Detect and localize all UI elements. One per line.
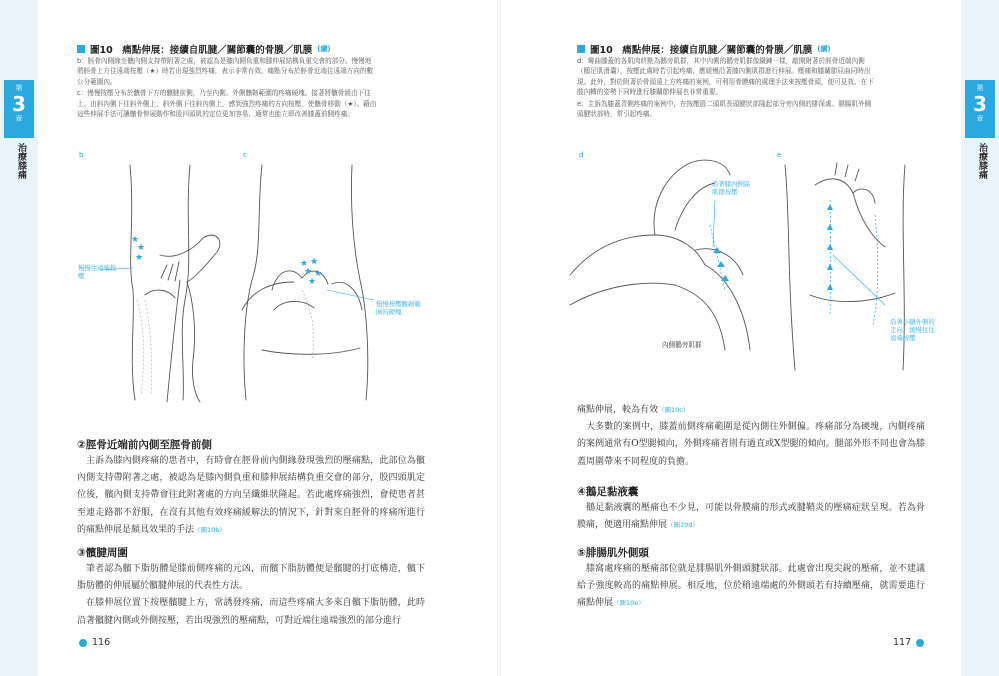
caption-d: d：彎曲膝蓋的各肌肉終點為鵝旁肌群，其中內側的鵝旁肌群像鐵鍊一樣，敲開附著於脛骨近端內側（鵝足肌滑囊），按壓此處時若引起疼痛，應緩慢沿著膝內側肌群進行伸展。壓痛和膝關節屈曲同時出現。此外，對於附著於骨頭遠上方疼痛的案例，可利用骨膜痛的處理手法來按壓骨頭，便可見效。在下肢內轉的姿勢下同時進行膝關節伸展也非常重要。 [577,57,874,97]
section-body-gastrocnemius [577,561,925,613]
figure-title-text: 圖10 痛點伸展：接續自肌腱／關節囊的骨膜／肌膜 [90,45,313,56]
illustration-c-patella-press [232,160,432,405]
figure-title-left [77,42,331,56]
svg-text:★: ★ [304,267,313,277]
section-title-proximal-tibia: ②脛骨近端前內側至脛骨前側 [77,439,212,451]
figure-label-d: d [579,151,584,159]
page-number-left [79,637,110,648]
section-body-proximal-tibia [77,453,425,539]
chapter-number: 3 [12,92,26,116]
chapter-prefix: 第 [15,84,23,92]
figure-captions-left [77,56,377,120]
figure-label-b: b [79,151,84,159]
caption-b: b：脛骨內側緣至髕內側支持帶附著之處，被認為是膝內側負重和膝伸展結構負重交會的部分。慢慢地將脛骨上方往遠端按壓（★）時若出現強烈疼痛，表示非常有效。痛點分布於脛骨近端往遠端方向的數公分範圍內。 [77,57,374,86]
paragraph: 痛點伸展，較為有效 [577,405,659,415]
chapter-prefix: 第 [976,84,984,92]
chapter-title-right: 治療膝痛 [977,143,987,179]
page-number-right [893,637,924,648]
svg-text:★: ★ [308,277,317,287]
caption-c: c：慢慢按壓分布於髕骨下方的髕腱前側，乃至內側、外側髕韌範圍的疼痛硬塊。接著將髕骨緩由下往上、由斜內側下往斜外側上、斜外側下往斜內側上，感到強烈疼痛的方向按壓，使髕骨移動（★）。藉由這些伸展手法可讓髕骨伸展動作和股四頭肌的定位更加容易，通常也能立即改善膝蓋前側疼痛。 [77,89,377,119]
page-number-text: 117 [893,637,912,648]
paragraph: 在膝伸展位置下按壓髕腱上方，常誘發疼痛，而這些疼痛大多來自髕下脂肪體，此時沿著髕腱內側或外側按壓，若出現強烈的壓痛點，可對近端往遠端強烈的部分進行 [77,598,425,626]
note-d-pes-anserinus: 內側鵝旁肌群 [662,341,702,349]
chapter-tab-right [965,80,995,138]
illustration-e-gastrocnemius [775,155,935,375]
note-b: 慢慢往遠端按壓 [78,264,117,280]
figure-label-c: c [243,151,247,159]
figure-marker-icon [77,45,85,53]
section-body-pes-anserine-bursa [577,500,925,534]
svg-text:★: ★ [131,235,140,245]
note-e: 沿著小腿外側的走向，緩慢往往遠端按壓 [890,318,935,342]
figure-label-e: e [777,151,782,159]
page-number-text: 116 [92,637,111,648]
chapter-title-left: 治療膝痛 [16,143,26,179]
note-c: 慢慢按壓髕韌範圍的硬塊 [376,300,421,316]
note-d-along-muscles: 沿著膝內側區肌群按壓 [712,180,751,196]
chapter-tab-left [4,80,34,138]
page-dot-icon [79,639,87,647]
section-body-patellar-tendon [77,561,425,630]
book-gutter [497,0,501,676]
svg-text:★: ★ [310,257,319,267]
continuation-text [577,402,925,471]
svg-text:★: ★ [314,269,323,279]
figure-continued-tag: (續) [817,45,831,53]
chapter-number: 3 [973,92,987,116]
figure-title-text: 圖10 痛點伸展：接續自肌腱／關節囊的骨膜／肌膜 [590,45,813,56]
figure-continued-tag: (續) [317,45,331,53]
section-title-pes-anserine-bursa: ④鵝足黏液囊 [577,486,639,498]
paragraph: 筆者認為髕下脂肪體是膝前側疼痛的元凶，而髕下脂肪體便是髕腱的打底構造，髕下脂肪體的伸展屬於髕腱伸展的代表性方法。 [77,564,425,592]
paragraph: 鵝足黏液囊的壓痛也不少見，可能以骨膜痛的形式或腱鞘炎的壓痛症狀呈現。若為骨膜痛，便適用痛點伸展 [577,503,925,531]
figure-ref-10c[interactable]: （圖10c） [658,406,690,414]
paragraph: 主訴為膝內側疼痛的患者中，有時會在脛骨前內側緣發現強烈的壓痛點，此部位為髕內側支持帶附著之處，被認為是膝內側負重和膝伸展結構負重交會的部分，股四頭肌定位後，髕內側支持帶會往此附著處的方向呈纖維狀隆起。若此處疼痛強烈，會使患者甚至連走路都不舒服，在沒有其他有效疼痛緩解法的情況下，針對來自脛骨的疼痛所進行的痛點伸展是頗具效果的手法 [77,456,425,535]
figure-ref-10e[interactable]: （圖10e） [613,599,645,608]
illustration-b-leg-press [75,160,240,405]
svg-text:★: ★ [135,253,144,263]
figure-title-right [577,42,831,56]
paragraph: 大多數的案例中，膝蓋前側疼痛範圍是從內側往外側偏。疼痛部分為硬塊，內側疼痛的案例通常有O型腿傾向，外側疼痛者則有過直或X型腿的傾向。腿部外形不同也會為膝蓋周圍帶來不同程度的負擔。 [577,422,925,467]
section-title-patellar-tendon: ③髕腱周圍 [77,547,128,559]
chapter-suffix: 章 [976,115,984,123]
svg-text:★: ★ [300,259,309,269]
figure-ref-10d[interactable]: （圖10d） [667,521,699,530]
page-dot-icon [916,639,924,647]
figure-captions-right [577,56,877,120]
figure-ref-10b[interactable]: （圖10b） [194,525,226,534]
paragraph: 膝窩處疼痛的壓痛部位就是腓腸肌外側頭腱狀部。此處會出現尖銳的壓痛，並不建議給予強度較高的痛點伸展。相反地，位於稍遠端處的外側頭若有持續壓痛，就需要進行痛點伸展 [577,564,925,609]
svg-text:★: ★ [137,243,146,253]
section-title-gastrocnemius: ⑤腓腸肌外側頭 [577,547,649,559]
figure-marker-icon [577,45,585,53]
caption-e: e：主訴為膝蓋背側疼痛的案例中，在按壓股二頭肌長頭腱狀部隆起部分旁內側的腓深處、腓腸肌外側頭腱狀部時，常引起疼痛。 [577,99,872,119]
chapter-suffix: 章 [15,115,23,123]
